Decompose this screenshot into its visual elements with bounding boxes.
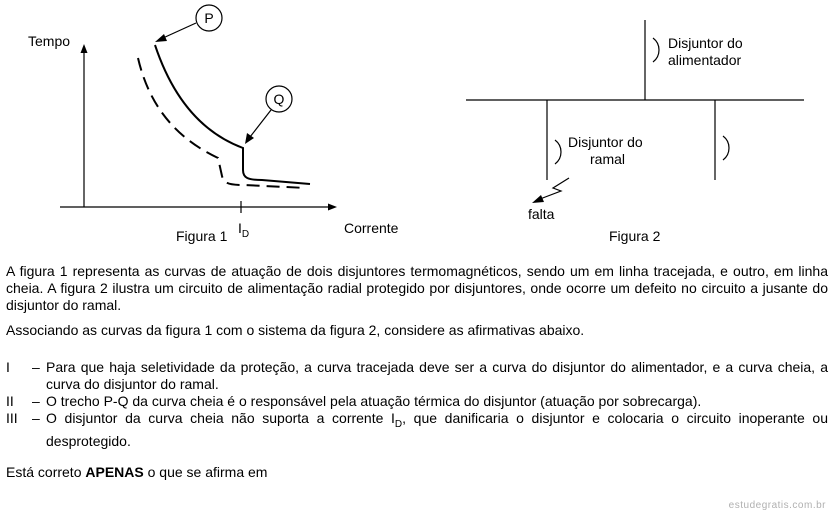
intro-paragraph: A figura 1 representa as curvas de atuação de dois disjuntores termomagnéticos, sendo um em linha tracejada, e outro, em linha cheia. A figura 2 ilustra um circuito de alimentação radial protegido por disjuntores, onde ocorre um defeito no circuito a jusante do disjuntor do ramal.	[6, 263, 828, 313]
point-p-label: P	[204, 10, 214, 26]
statement-i-dash: –	[32, 359, 40, 375]
point-q-arrow	[245, 133, 254, 144]
statement-i	[6, 359, 828, 393]
statement-ii-dash: –	[32, 393, 40, 409]
feeder-breaker-symbol	[653, 38, 659, 62]
figures-canvas	[0, 0, 836, 250]
statement-ii-number: II	[6, 393, 14, 409]
statement-ii	[6, 393, 828, 410]
dashed-curve	[138, 58, 306, 188]
y-axis-arrow	[81, 44, 88, 53]
point-q-leader	[250, 110, 271, 137]
solid-curve	[155, 45, 310, 184]
x-axis-arrow	[328, 204, 337, 211]
closing-emphasis: APENAS	[85, 464, 144, 480]
statement-iii-dash: –	[32, 410, 40, 426]
fault-arrow	[532, 195, 544, 203]
fault-bolt	[540, 178, 569, 199]
closing-line: Está correto APENAS o que se afirma em	[6, 464, 268, 480]
feeder-breaker-label-2: alimentador	[668, 52, 742, 68]
point-p-arrow	[155, 34, 167, 42]
statement-iii-number: III	[6, 410, 18, 426]
branch-breaker-symbol	[555, 140, 561, 164]
statement-iii-text: O disjuntor da curva cheia não suporta a corrente $I_D$, que danificaria o disjuntor e colocaria o circuito inoperante ou desprotegido.	[46, 410, 828, 449]
fault-label: falta	[528, 206, 555, 222]
statement-i-text: Para que haja seletividade da proteção, a curva tracejada deve ser a curva do disjuntor do alimentador, e a curva cheia, a curva do disjuntor do ramal.	[46, 359, 828, 392]
statement-i-number: I	[6, 359, 10, 375]
branch-breaker-label-1: Disjuntor do	[568, 134, 643, 150]
second-branch-breaker-symbol	[723, 136, 729, 160]
branch-breaker-label-2: ramal	[590, 151, 626, 167]
point-q-label: Q	[273, 91, 285, 107]
current-marker: $I_D$	[238, 220, 250, 240]
statement-iii	[6, 410, 828, 449]
figure-1-caption: Figura 1	[176, 228, 228, 244]
figure-1	[28, 5, 399, 244]
point-p-leader	[163, 23, 196, 38]
y-axis-label: Tempo	[28, 33, 71, 49]
figure-2	[466, 20, 804, 244]
x-axis-label: Corrente	[344, 220, 399, 236]
feeder-breaker-label-1: Disjuntor do	[668, 35, 743, 51]
instruction-paragraph: Associando as curvas da figura 1 com o sistema da figura 2, considere as afirmativas abaixo.	[6, 322, 585, 338]
watermark: estudegratis.com.br	[728, 500, 826, 511]
figure-2-caption: Figura 2	[609, 228, 661, 244]
statement-ii-text: O trecho P-Q da curva cheia é o responsável pela atuação térmica do disjuntor (atuação por sobrecarga).	[46, 393, 702, 409]
